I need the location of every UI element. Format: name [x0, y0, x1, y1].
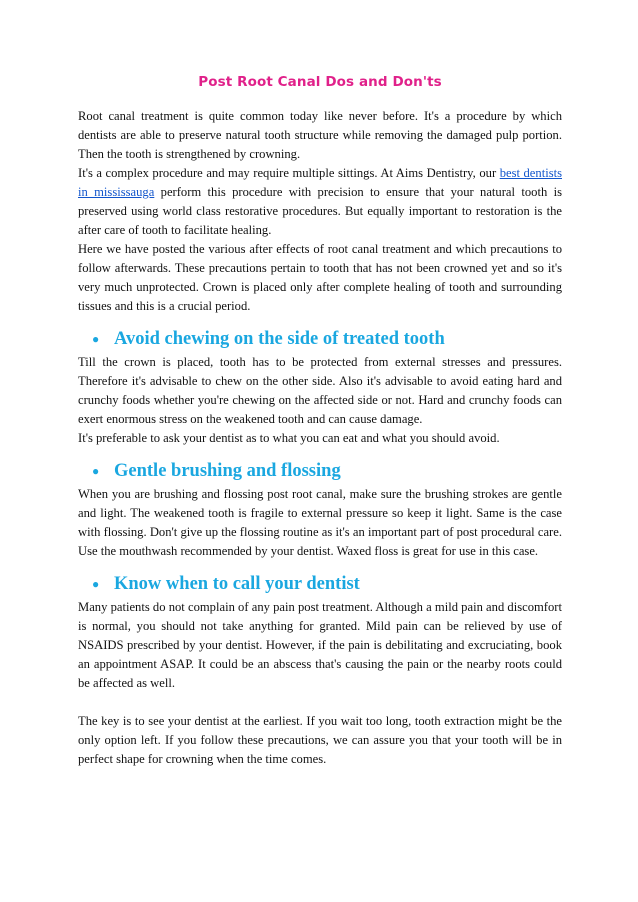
section-heading-call-dentist	[78, 572, 562, 596]
paragraph-spacer	[78, 693, 562, 712]
bullet-icon: ●	[92, 464, 100, 478]
section-3-paragraph-1: Many patients do not complain of any pain post treatment. Although a mild pain and discomfort is normal, you should not take anything for granted. Mild pain can be relieved by use of NSAIDS prescribed by your dentist. However, if the pain is debilitating and excruciating, book an appointment ASAP. It could be an abscess that's causing the pain or the nearby roots could be affected as well.	[78, 600, 562, 690]
section-heading-avoid-chewing	[78, 327, 562, 351]
section-heading-brushing-flossing	[78, 459, 562, 483]
bullet-icon: ●	[92, 577, 100, 591]
section-3-paragraph-2: The key is to see your dentist at the earliest. If you wait too long, tooth extraction might be the only option left. If you follow these precautions, we can assure you that your tooth will be in perfect shape for crowning when the time comes.	[78, 714, 562, 766]
intro-paragraph-2-text-a: It's a complex procedure and may require multiple sittings. At Aims Dentistry, our	[78, 166, 500, 180]
bullet-icon: ●	[92, 332, 100, 346]
intro-paragraph-3: Here we have posted the various after effects of root canal treatment and which precautions to follow afterwards. These precautions pertain to tooth that has not been crowned yet and so it's very much unprotected. Crown is placed only after complete healing of tooth and surrounding tissues and this is a crucial period.	[78, 242, 562, 313]
intro-paragraph-2	[78, 164, 562, 240]
section-2-paragraph-1: When you are brushing and flossing post root canal, make sure the brushing strokes are gentle and light. The weakened tooth is fragile to external pressure so keep it light. Same is the case with flossing. Don't give up the flossing routine as it's an important part of post procedural care. Use the mouthwash recommended by your dentist. Waxed floss is great for use in this case.	[78, 487, 562, 558]
section-heading-text: Gentle brushing and flossing	[114, 461, 341, 481]
section-heading-text: Know when to call your dentist	[114, 574, 360, 594]
intro-paragraph-2-text-b: perform this procedure with precision to ensure that your natural tooth is preserved using world class restorative procedures. But equally important to restoration is the after care of tooth to facilitate healing.	[78, 185, 562, 237]
best-dentists-link[interactable]: best dentists in mississauga	[78, 166, 562, 199]
section-heading-text: Avoid chewing on the side of treated tooth	[114, 329, 445, 349]
section-1-paragraph-2: It's preferable to ask your dentist as to what you can eat and what you should avoid.	[78, 431, 500, 445]
intro-paragraph-1: Root canal treatment is quite common today like never before. It's a procedure by which dentists are able to preserve natural tooth structure while removing the damaged pulp portion. Then the tooth is strengthened by crowning.	[78, 109, 562, 161]
section-1-paragraph-1: Till the crown is placed, tooth has to be protected from external stresses and pressures. Therefore it's advisable to chew on the other side. Also it's advisable to avoid eating hard and crunchy foods whether you're chewing on the affected side or not. Hard and crunchy foods can exert enormous stress on the weakened tooth and can cause damage.	[78, 355, 562, 426]
document-title: Post Root Canal Dos and Don'ts	[198, 74, 442, 90]
